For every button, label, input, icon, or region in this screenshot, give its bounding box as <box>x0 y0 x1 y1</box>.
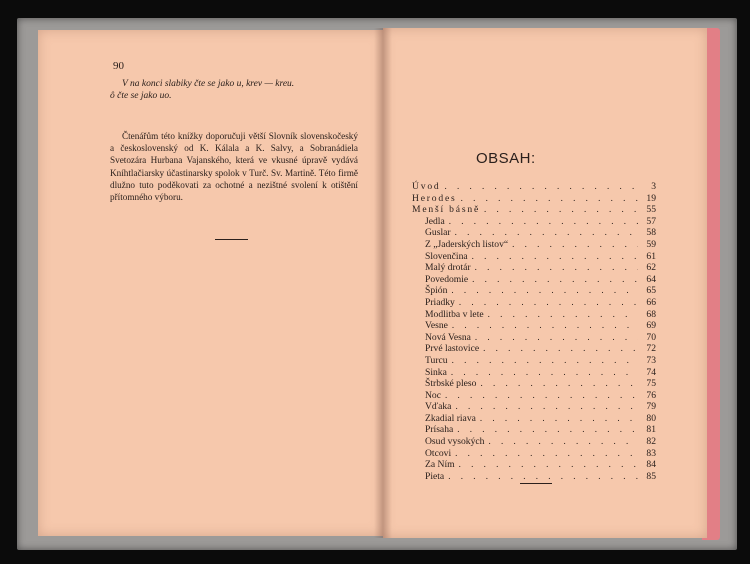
toc-dot-leader <box>459 459 638 471</box>
toc-entry-title: Za Ním <box>425 459 455 471</box>
toc-entry-title: Prísaha <box>425 424 454 436</box>
toc-dot-leader <box>475 332 638 344</box>
toc-entry <box>412 378 656 390</box>
toc-entry-title: Modlitba v lete <box>425 308 484 320</box>
toc-dot-leader <box>445 181 638 193</box>
toc-entry-title: Vesne <box>425 320 448 332</box>
toc-dot-leader <box>451 367 638 379</box>
toc-entry-page: 81 <box>646 424 656 436</box>
toc-entry-page: 62 <box>646 262 656 274</box>
toc-entry-title: Otcovi <box>425 447 452 459</box>
toc-entry-page: 64 <box>646 273 656 285</box>
toc-entry <box>412 216 656 228</box>
toc-entry <box>412 251 656 263</box>
toc-entry <box>412 285 656 297</box>
toc-entry <box>412 181 656 193</box>
pronunciation-note <box>110 78 355 102</box>
toc-entry-page: 74 <box>646 366 656 378</box>
toc-dot-leader <box>488 436 638 448</box>
toc-entry-title: Z „Jaderských listov“ <box>425 238 509 250</box>
toc-entry-page: 82 <box>646 436 656 448</box>
book-gutter <box>374 28 392 538</box>
right-page-separator <box>520 483 552 484</box>
toc-entry <box>412 355 656 367</box>
toc-entry-page: 66 <box>646 296 656 308</box>
toc-entry-title: Guslar <box>425 227 451 239</box>
toc-entry-title: Pieta <box>425 470 445 482</box>
toc-dot-leader <box>480 413 638 425</box>
toc-entry <box>412 343 656 355</box>
toc-entry <box>412 413 656 425</box>
toc-entry-page: 57 <box>646 215 656 227</box>
note-line-2: ô čte se jako uo. <box>110 91 172 101</box>
toc-entry <box>412 436 656 448</box>
toc-entry-title: Prvé lastovice <box>425 343 480 355</box>
toc-dot-leader <box>448 471 638 483</box>
toc-dot-leader <box>484 204 638 216</box>
toc-dot-leader <box>452 320 638 332</box>
toc-entry <box>412 390 656 402</box>
toc-entry <box>412 309 656 321</box>
page-number: 90 <box>113 60 124 72</box>
toc-dot-leader <box>455 401 638 413</box>
toc-entry-page: 3 <box>651 181 656 192</box>
toc-entry-page: 75 <box>646 378 656 390</box>
toc-dot-leader <box>483 343 638 355</box>
toc-entry-page: 58 <box>646 227 656 239</box>
toc-entry-title: Vďaka <box>425 401 452 413</box>
toc-entry-page: 73 <box>646 354 656 366</box>
toc-entry-title: Povedomie <box>425 273 469 285</box>
toc-dot-leader <box>451 285 638 297</box>
toc-dot-leader <box>480 378 638 390</box>
toc-entry <box>412 401 656 413</box>
toc-entry-title: Menší básně <box>412 204 481 216</box>
toc-entry-title: Nová Vesna <box>425 331 471 343</box>
toc-entry <box>412 448 656 460</box>
toc-entry-title: Sinka <box>425 366 447 378</box>
toc-entry-page: 70 <box>646 331 656 343</box>
toc-entry <box>412 459 656 471</box>
note-line-1: V na konci slabiky čte se jako u, krev — kreu. <box>122 79 295 89</box>
toc-dot-leader <box>475 262 638 274</box>
left-page-separator <box>215 239 248 240</box>
toc-entry-page: 85 <box>646 470 656 482</box>
toc-entry-title: Herodes <box>412 192 457 204</box>
toc-dot-leader <box>472 251 638 263</box>
toc-entry <box>412 262 656 274</box>
toc-entry-title: Malý drotár <box>425 262 471 274</box>
table-of-contents <box>412 181 656 482</box>
toc-entry <box>412 367 656 379</box>
toc-entry <box>412 320 656 332</box>
toc-dot-leader <box>472 274 638 286</box>
toc-dot-leader <box>461 193 638 205</box>
toc-entry-page: 80 <box>646 412 656 424</box>
toc-dot-leader <box>459 297 638 309</box>
toc-entry-page: 79 <box>646 401 656 413</box>
toc-dot-leader <box>512 239 638 251</box>
toc-entry-page: 61 <box>646 250 656 262</box>
toc-dot-leader <box>455 448 638 460</box>
toc-entry-title: Špión <box>425 285 448 297</box>
toc-entry-page: 65 <box>646 285 656 297</box>
toc-entry <box>412 471 656 483</box>
toc-entry-page: 69 <box>646 320 656 332</box>
toc-entry <box>412 424 656 436</box>
toc-entry-title: Úvod <box>412 181 441 192</box>
toc-entry <box>412 332 656 344</box>
toc-entry-page: 83 <box>646 447 656 459</box>
toc-entry-page: 55 <box>646 204 656 216</box>
toc-dot-leader <box>449 216 638 228</box>
toc-entry-title: Noc <box>425 389 441 401</box>
toc-entry <box>412 204 656 216</box>
toc-entry-title: Priadky <box>425 296 455 308</box>
acknowledgement-paragraph: Čtenářům této knížky doporučuji větší Slovník slovenskočeský a československý od K. Kálala a K. Salvy, a Sobranádiela Svetozára Hurbana Vajanského, která ve vkusné úpravě vydává Kníhtlačiarsky účastinarsky spolok v Turč. Sv. Martině. Této firmě dlužno tuto poděkovati za ochotné a nezištné svolení k otištění přítomného výboru. <box>110 131 358 203</box>
toc-entry-title: Turcu <box>425 354 448 366</box>
left-page <box>38 30 383 536</box>
toc-entry-title: Jedla <box>425 215 445 227</box>
toc-entry-page: 19 <box>646 192 656 204</box>
toc-dot-leader <box>488 309 638 321</box>
toc-entry-title: Štrbské pleso <box>425 378 477 390</box>
toc-dot-leader <box>455 227 638 239</box>
toc-entry-page: 76 <box>646 389 656 401</box>
toc-entry <box>412 193 656 205</box>
toc-entry-title: Slovenčina <box>425 250 468 262</box>
toc-entry-title: Osud vysokých <box>425 436 485 448</box>
toc-entry-page: 84 <box>646 459 656 471</box>
toc-entry <box>412 227 656 239</box>
toc-title: OBSAH: <box>476 150 536 167</box>
toc-dot-leader <box>445 390 638 402</box>
toc-entry <box>412 239 656 251</box>
toc-dot-leader <box>457 424 638 436</box>
toc-entry-page: 59 <box>646 238 656 250</box>
toc-entry <box>412 297 656 309</box>
toc-entry-page: 68 <box>646 308 656 320</box>
toc-dot-leader <box>452 355 638 367</box>
toc-entry <box>412 274 656 286</box>
toc-entry-title: Zkadial riava <box>425 412 476 424</box>
toc-entry-page: 72 <box>646 343 656 355</box>
